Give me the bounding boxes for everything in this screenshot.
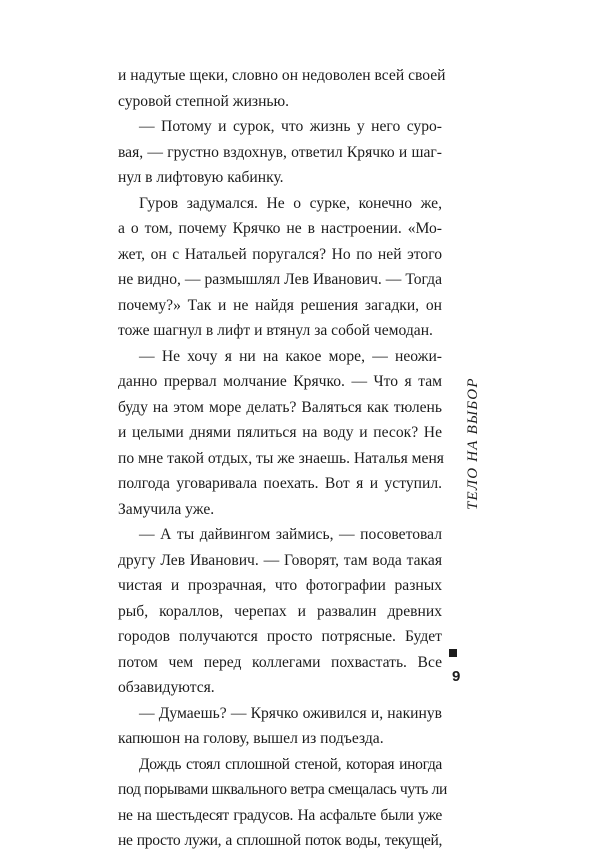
text-line: не на шестьдесят градусов. На асфальте были уже [118, 806, 442, 824]
text-line: не просто лужи, а сплошной поток воды, текущей, [118, 832, 442, 849]
text-line: обзавидуются. [118, 679, 215, 696]
text-line: — Думаешь? — Крячко оживился и, накинув [139, 704, 442, 722]
text-line: вая, — грустно вздохнув, ответил Крячко и шаг- [118, 143, 442, 161]
text-line: под порывами шквального ветра смещалась чуть ли [118, 781, 448, 798]
text-line: — А ты дайвингом займись, — посоветовал [139, 526, 442, 543]
text-line: жет, он с Натальей поругался? Но по ней этого [118, 245, 442, 263]
text-line: почему?» Так и не найдя решения загадки, он [118, 296, 442, 314]
text-line: Замучила уже. [118, 500, 215, 518]
text-line: чистая и прозрачная, что фотографии разных [118, 577, 442, 594]
running-head-title: ТЕЛО НА ВЫБОР [465, 377, 481, 510]
text-line: а о том, почему Крячко не в настроении. «Мо- [118, 220, 442, 237]
text-line: буду на этом море делать? Валяться как тюлень [118, 398, 442, 416]
text-line: полгода уговаривала поехать. Вот я и уступил. [118, 475, 442, 492]
text-line: не видно, — размышлял Лев Иванович. — Тогда [118, 271, 442, 288]
body-text [118, 63, 448, 854]
text-line: нул в лифтовую кабинку. [118, 169, 284, 186]
text-line: потом чем перед коллегами похвастать. Все [118, 653, 442, 671]
text-line: данно прервал молчание Крячко. — Что я там [118, 373, 442, 390]
text-line: Гуров задумался. Не о сурке, конечно же, [139, 194, 442, 212]
text-line: городов получаются просто потрясные. Будет [118, 628, 442, 645]
text-line: — Не хочу я ни на какое море, — неожи- [139, 347, 442, 365]
text-line: Дождь стоял сплошной стеной, которая иногда [139, 755, 442, 773]
text-line: и целыми днями пялиться на воду и песок? Не [118, 424, 442, 441]
black-square-icon [449, 649, 457, 657]
text-line: по мне такой отдых, ты же знаешь. Наталья меня [118, 449, 444, 467]
text-line: рыб, кораллов, черепах и развалин древних [118, 602, 442, 620]
text-line: — Потому и сурок, что жизнь у него суро- [139, 118, 442, 135]
text-line: капюшон на голову, вышел из подъезда. [118, 730, 384, 747]
text-line: суровой степной жизнью. [118, 92, 290, 110]
text-line: тоже шагнул в лифт и втянул за собой чемодан. [118, 322, 433, 339]
page-number: 9 [452, 668, 461, 685]
text-line: другу Лев Иванович. — Говорят, там вода такая [118, 551, 442, 569]
text-line: и надутые щеки, словно он недоволен всей своей [118, 67, 446, 84]
